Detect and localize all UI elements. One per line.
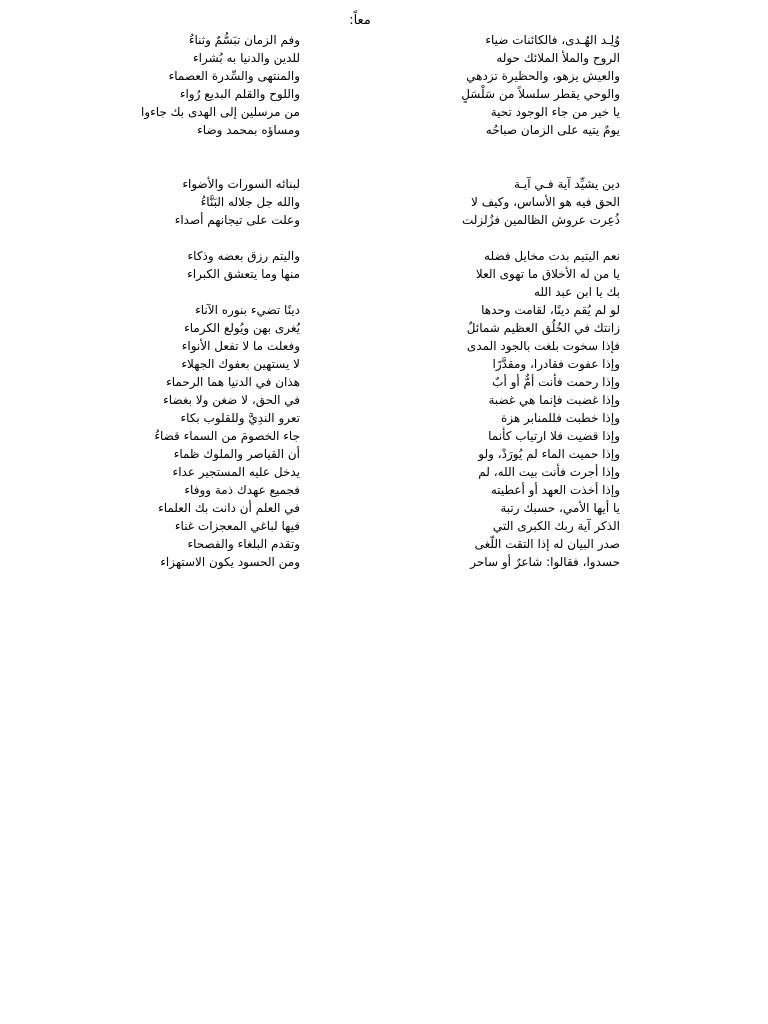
verse-gap xyxy=(300,373,430,391)
verse-first-hemistich: وإذا حميت الماء لم يُورَدْ، ولو xyxy=(478,447,620,461)
verse-line xyxy=(110,373,620,391)
verse-first-hemistich: صدر البيان له إذا التقت اللُّغى xyxy=(474,537,620,551)
verse-gap xyxy=(300,481,430,499)
verse-gap xyxy=(300,247,430,265)
verse-gap xyxy=(300,283,430,301)
verse-gap xyxy=(300,535,430,553)
verse-first-hemistich: وإذا خطبت فللمنابر هزة xyxy=(500,411,620,425)
verse-line xyxy=(110,427,620,445)
verse-gap xyxy=(300,139,430,157)
verse-line xyxy=(110,391,620,409)
verse-second-hemistich: منها وما يتعشق الكبراء xyxy=(187,267,300,281)
verse-line xyxy=(110,301,620,319)
verse-line xyxy=(110,517,620,535)
verse-line xyxy=(110,229,620,247)
verse-second-hemistich: أن القياصر والملوك ظماء xyxy=(173,447,300,461)
verse-first-hemistich: الروح والملأ الملائك حوله xyxy=(496,51,620,65)
verse-line xyxy=(110,445,620,463)
verse-first-hemistich: يا من له الأخلاق ما تهوى العلا xyxy=(475,267,620,281)
verse-line xyxy=(110,67,620,85)
verse-first-hemistich: وإذا غضبت فإنما هي غضبة xyxy=(488,393,620,407)
verse-first-hemistich: يومٌ يتيه على الزمان صباحُه xyxy=(485,123,620,137)
verse-line xyxy=(110,535,620,553)
verse-line xyxy=(110,265,620,283)
verse-first-hemistich: لو لم يُقم دينًا، لقامت وحدها xyxy=(481,303,620,317)
verse-first-hemistich: وإذا قضيت فلا ارتياب كأنما xyxy=(488,429,620,443)
verse-second-hemistich: يُغرى بهن ويُولع الكرماء xyxy=(184,321,300,335)
verse-gap xyxy=(300,193,430,211)
verse-second-hemistich: والله جل جلاله البَنَّاءُ xyxy=(200,195,300,209)
verse-second-hemistich: لا يستهين بعفوك الجهلاء xyxy=(181,357,300,371)
verse-gap xyxy=(300,121,430,139)
poem-body xyxy=(110,31,620,571)
verse-first-hemistich xyxy=(430,157,620,175)
verse-gap xyxy=(300,427,430,445)
verse-line xyxy=(110,193,620,211)
verse-first-hemistich: وإذا رحمت فأنت أمٌّ أو أبٌ xyxy=(492,375,620,389)
verse-gap xyxy=(300,175,430,193)
verse-line xyxy=(110,283,620,301)
verse-second-hemistich: والمنتهى والسِّدرة العصماء xyxy=(168,69,300,83)
verse-line xyxy=(110,85,620,103)
verse-second-hemistich: فجميع عهدك ذمة ووفاء xyxy=(184,483,300,497)
verse-first-hemistich: الذكر آية ربك الكبرى التي xyxy=(492,519,620,533)
verse-second-hemistich: وفعلت ما لا تفعل الأنواء xyxy=(181,339,300,353)
verse-second-hemistich xyxy=(110,157,300,175)
verse-gap xyxy=(300,211,430,229)
verse-gap xyxy=(300,301,430,319)
verse-first-hemistich: فإذا سخوت بلغت بالجود المدى xyxy=(466,339,620,353)
verse-line xyxy=(110,103,620,121)
verse-line xyxy=(110,409,620,427)
verse-first-hemistich: ذُعِرت عروش الظالمين فزُلزلت xyxy=(461,213,620,227)
verse-line xyxy=(110,31,620,49)
verse-gap xyxy=(300,355,430,373)
verse-first-hemistich: الحق فيه هو الأساس، وكيف لا xyxy=(471,195,620,209)
verse-line xyxy=(110,49,620,67)
verse-gap xyxy=(300,499,430,517)
verse-second-hemistich: ومن الحسود يكون الاستهزاء xyxy=(160,555,300,569)
verse-second-hemistich: لبنائه السورات والأضواء xyxy=(182,177,300,191)
poem-title: معاً: xyxy=(349,13,371,28)
verse-line xyxy=(110,211,620,229)
verse-second-hemistich: تعرو الندِيَّ وللقلوب بكاء xyxy=(180,411,300,425)
verse-line xyxy=(110,481,620,499)
verse-line xyxy=(110,463,620,481)
verse-second-hemistich: في العلم أن دانت بك العلماء xyxy=(158,501,300,515)
verse-second-hemistich: وفم الزمان تبَسُّمٌ وثناءُ xyxy=(188,33,300,47)
verse-first-hemistich: وإذا عفوت فقادرا، ومقدَّرًا xyxy=(492,357,620,371)
verse-first-hemistich: وإذا أجرت فأنت بيت الله، لم xyxy=(478,465,620,479)
verse-first-hemistich: والعيش يزهو، والحظيرة تزدهي xyxy=(466,69,620,83)
verse-second-hemistich: هذان في الدنيا هما الرحماء xyxy=(166,375,300,389)
verse-gap xyxy=(300,391,430,409)
verse-line xyxy=(110,337,620,355)
verse-first-hemistich: يا خير من جاء الوجود تحية xyxy=(490,105,620,119)
verse-first-hemistich: وُلِـد الهُـدى، فالكائنات ضياء xyxy=(485,33,620,47)
verse-gap xyxy=(300,31,430,49)
verse-second-hemistich: ومساؤه بمحمد وضاء xyxy=(197,123,300,137)
verse-gap xyxy=(300,85,430,103)
verse-line xyxy=(110,139,620,157)
verse-gap xyxy=(300,67,430,85)
verse-second-hemistich: واللوح والقلم البديع رُواء xyxy=(179,87,300,101)
verse-second-hemistich: وعلت على تيجانهم أصداء xyxy=(174,213,300,227)
verse-first-hemistich: والوحي يقطر سلسلاً من سَلْسَلٍ xyxy=(461,87,620,101)
verse-second-hemistich: جاء الخصومَ من السماء قضاءُ xyxy=(154,429,300,443)
verse-second-hemistich: في الحق، لا ضغن ولا بغضاء xyxy=(163,393,300,407)
verse-second-hemistich xyxy=(110,283,300,301)
verse-line xyxy=(110,355,620,373)
verse-second-hemistich: للدين والدنيا به بُشراء xyxy=(193,51,300,65)
verse-gap xyxy=(300,265,430,283)
verse-gap xyxy=(300,553,430,571)
verse-gap xyxy=(300,319,430,337)
verse-line xyxy=(110,247,620,265)
verse-first-hemistich: بك يا ابن عبد الله xyxy=(534,285,620,299)
verse-second-hemistich: دينًا تضيء بنوره الآناء xyxy=(195,303,300,317)
verse-first-hemistich: زانتك في الخُلُق العظيم شمائلٌ xyxy=(466,321,620,335)
verse-line xyxy=(110,121,620,139)
verse-second-hemistich xyxy=(110,139,300,157)
verse-first-hemistich: وإذا أخذت العهد أو أعطيته xyxy=(490,483,620,497)
verse-second-hemistich: وتقدم البلغاء والفصحاء xyxy=(187,537,300,551)
verse-gap xyxy=(300,49,430,67)
verse-line xyxy=(110,319,620,337)
verse-first-hemistich: حسدوا، فقالوا: شاعرٌ أو ساحر xyxy=(470,555,620,569)
verse-first-hemistich: دين يشيِّد آية فـي آيـة xyxy=(513,177,620,191)
verse-second-hemistich: واليتم رزق بعضه وذكاء xyxy=(187,249,300,263)
verse-first-hemistich: نعم اليتيم بدت مخايل فضله xyxy=(484,249,620,263)
verse-gap xyxy=(300,463,430,481)
verse-gap xyxy=(300,409,430,427)
verse-line xyxy=(110,553,620,571)
verse-second-hemistich xyxy=(110,229,300,247)
verse-second-hemistich: يدخل عليه المستجير عداء xyxy=(172,465,300,479)
verse-first-hemistich xyxy=(430,139,620,157)
verse-second-hemistich: فيها لباغي المعجزات غناء xyxy=(174,519,300,533)
verse-gap xyxy=(300,337,430,355)
verse-second-hemistich: من مرسلين إلى الهدى بك جاءوا xyxy=(141,105,300,119)
verse-line xyxy=(110,157,620,175)
verse-gap xyxy=(300,157,430,175)
verse-gap xyxy=(300,445,430,463)
verse-gap xyxy=(300,229,430,247)
verse-first-hemistich xyxy=(430,229,620,247)
verse-line xyxy=(110,175,620,193)
verse-gap xyxy=(300,103,430,121)
verse-line xyxy=(110,499,620,517)
verse-first-hemistich: يا أيها الأمي، حسبك رتبة xyxy=(500,501,620,515)
verse-gap xyxy=(300,517,430,535)
